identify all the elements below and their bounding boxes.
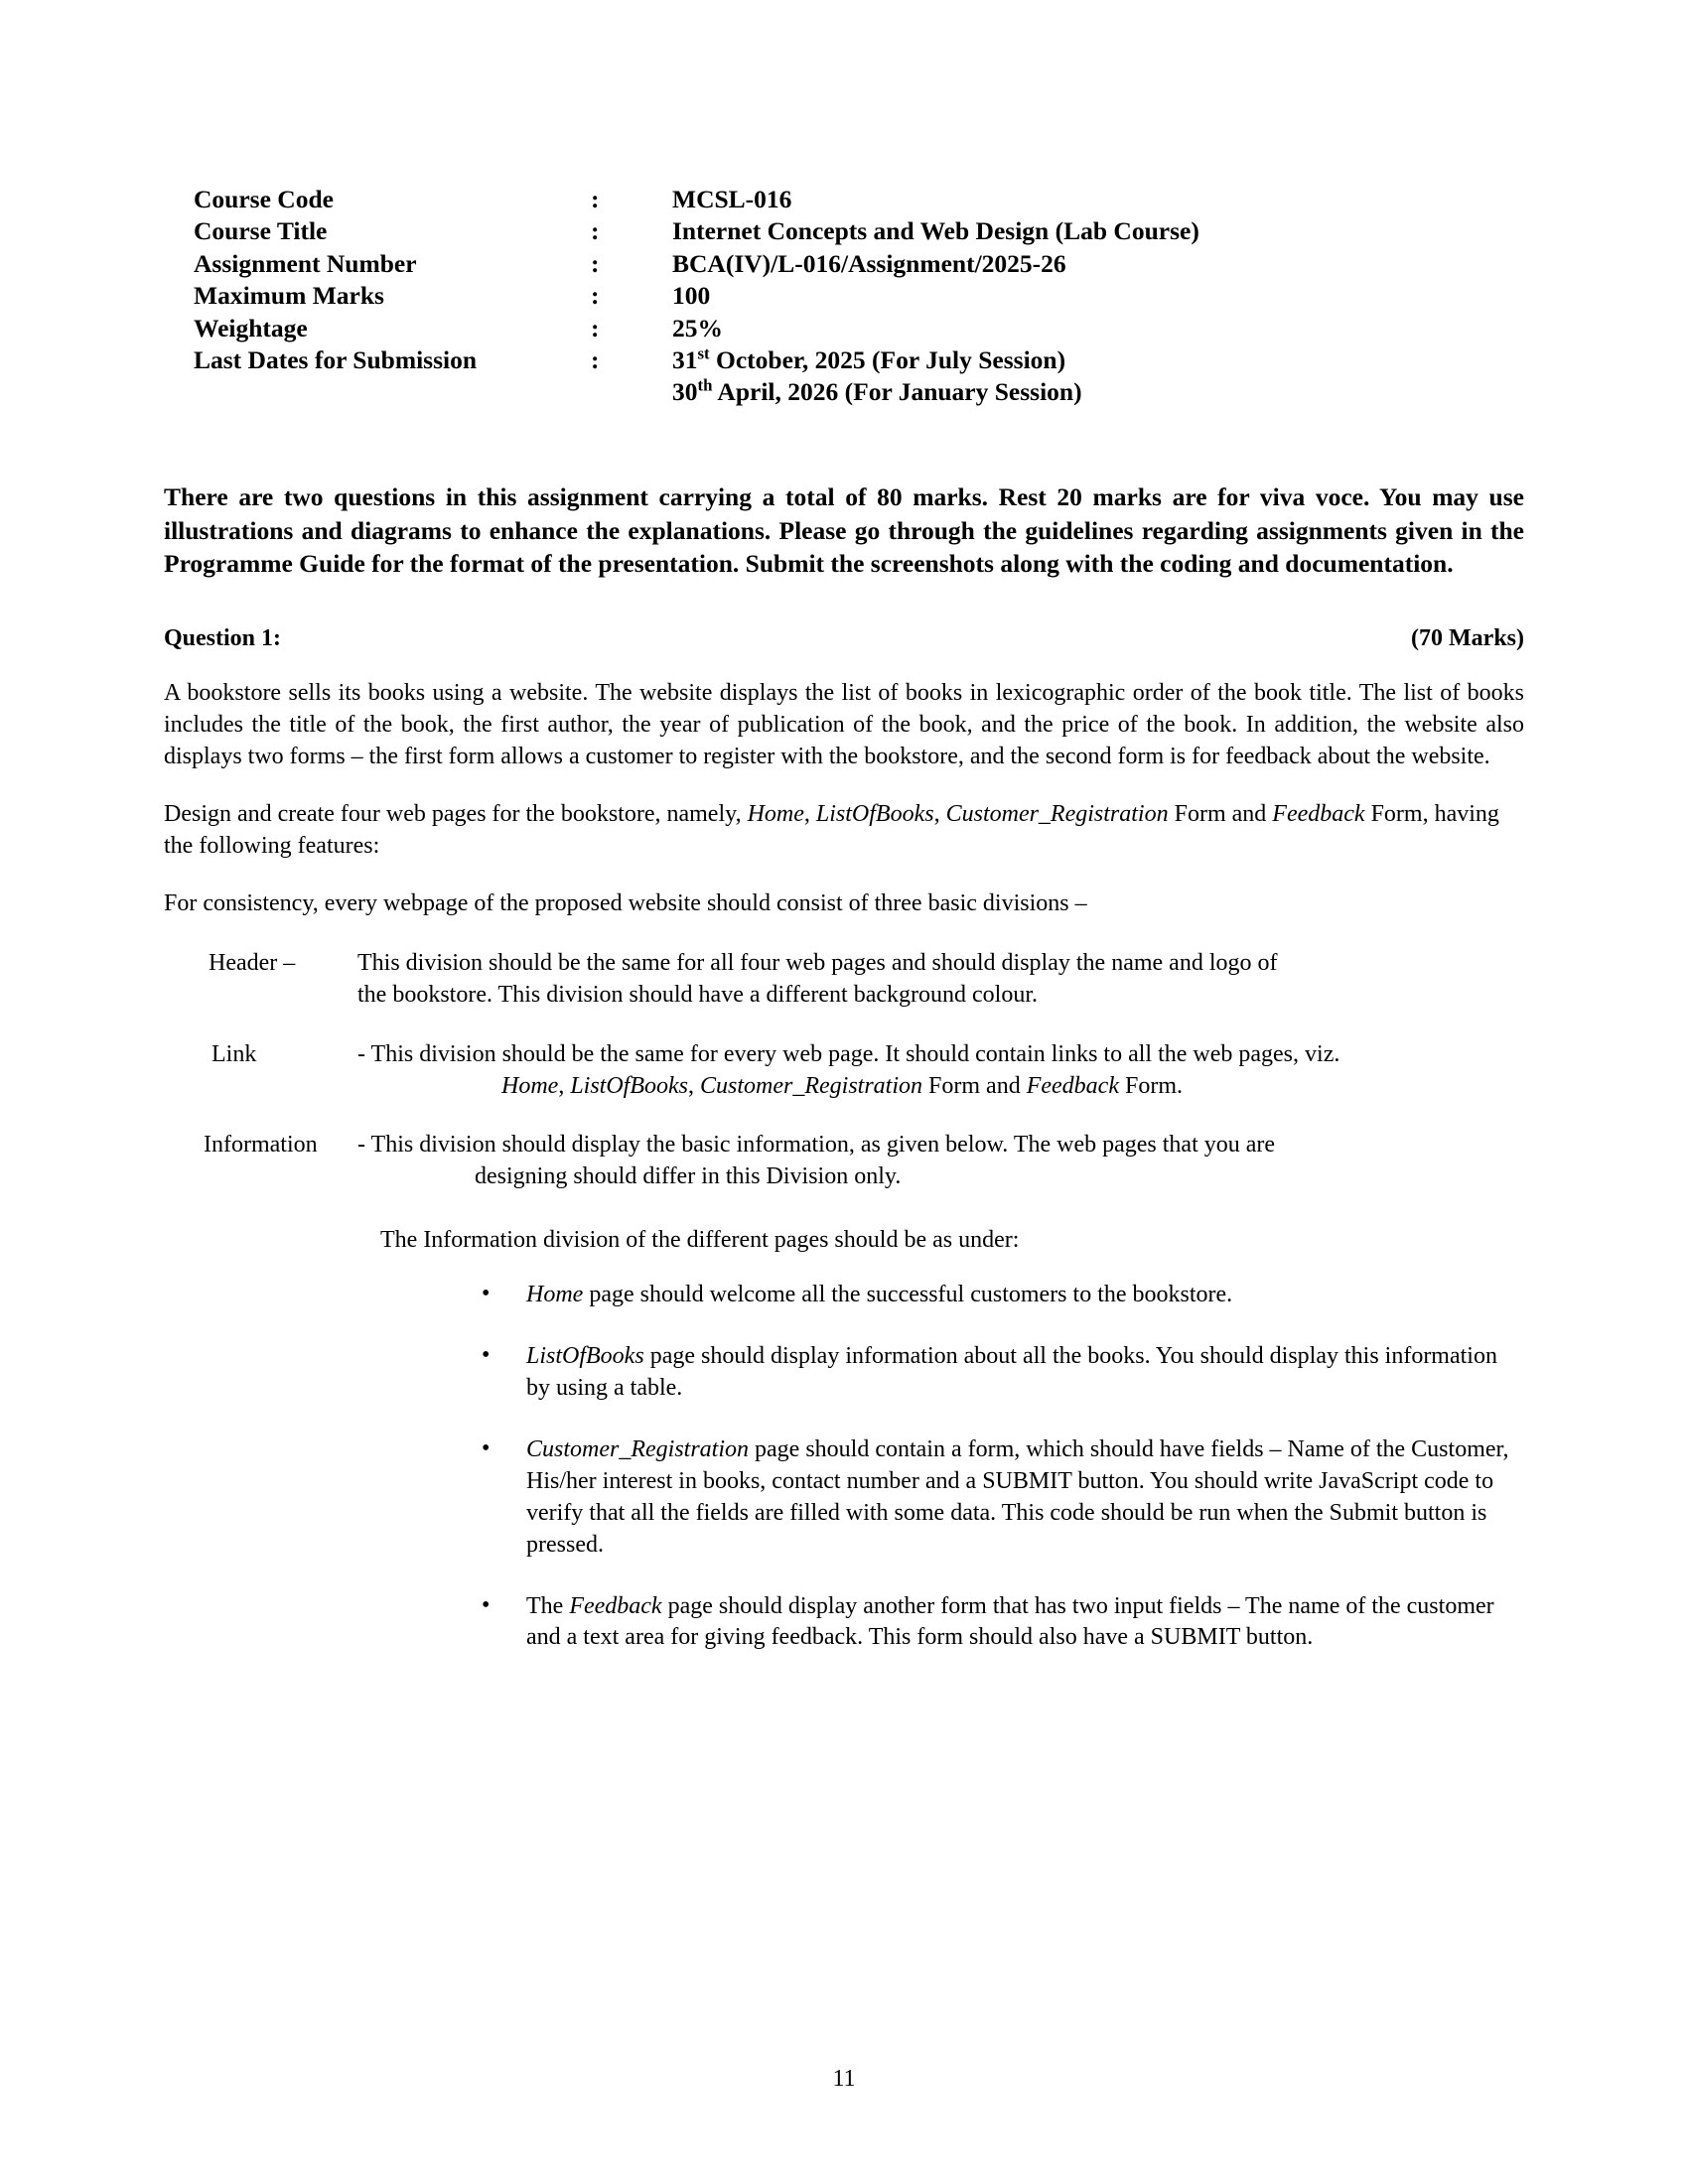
course-meta-block	[194, 184, 1524, 409]
meta-row	[194, 184, 1524, 215]
bullet-text-home: page should welcome all the successful customers to the bookstore.	[583, 1282, 1233, 1308]
link-page-feedback: Feedback	[1026, 1072, 1119, 1099]
question-header	[164, 625, 1524, 652]
p2-page-home: Home	[747, 801, 804, 828]
p2-text-1: Design and create four web pages for the bookstore, namely,	[164, 801, 748, 828]
question-paragraph-1: A bookstore sells its books using a website. The website displays the list of books in lexicographic order of the book title. The list of books includes the title of the book, the first author, the year of publication of the book, and the price of the book. In addition, the website also displays two forms – the first form allows a customer to register with the bookstore, and the second form is for feedback about the website.	[164, 680, 1524, 770]
meta-row	[194, 313, 1524, 344]
meta-label: Course Code	[194, 185, 334, 213]
information-division-subheading: The Information division of the different pages should be as under:	[380, 1227, 1020, 1254]
list-item	[164, 1341, 1524, 1405]
meta-label: Weightage	[194, 313, 308, 342]
p2-page-feedback: Feedback	[1272, 801, 1365, 828]
meta-value-maximum-marks: 100	[672, 281, 711, 311]
bullet-prefix-feedback: The	[526, 1592, 570, 1619]
list-item	[164, 1591, 1524, 1655]
division-link	[164, 1039, 1524, 1103]
bullet-text-feedback: page should display another form that has two input fields – The name of the customer and a text area for giving feedback. This form should also have a SUBMIT button.	[526, 1592, 1494, 1651]
meta-colon: :	[591, 248, 600, 278]
division-information	[164, 1130, 1524, 1193]
link-sep-2: ,	[688, 1072, 701, 1099]
date-rest: October, 2025 (For July Session)	[709, 344, 1066, 374]
link-page-home: Home	[501, 1072, 559, 1099]
p2-page-customer-registration: Customer_Registration	[945, 801, 1169, 828]
meta-colon: :	[591, 281, 600, 311]
link-page-customer-registration: Customer_Registration	[700, 1072, 923, 1099]
meta-value-submission-january	[672, 376, 1524, 408]
meta-row	[194, 376, 1524, 408]
date-number: 30	[672, 377, 698, 407]
meta-colon: :	[591, 216, 600, 246]
list-item	[164, 1434, 1524, 1562]
p2-text-4: Form and	[1168, 801, 1273, 828]
division-header-term: Header –	[209, 949, 296, 976]
meta-label: Course Title	[194, 216, 328, 246]
meta-value-course-title: Internet Concepts and Web Design (Lab Course)	[672, 216, 1199, 246]
meta-label: Assignment Number	[194, 248, 417, 278]
question-paragraph-2	[164, 799, 1524, 863]
date-ordinal-suffix: th	[697, 375, 713, 395]
meta-label: Maximum Marks	[194, 281, 384, 311]
meta-row	[194, 344, 1524, 376]
meta-colon: :	[591, 313, 600, 342]
question-paragraph-3: For consistency, every webpage of the proposed website should consist of three basic divisions –	[164, 889, 1087, 916]
p2-text-3: ,	[933, 801, 946, 828]
division-header	[164, 948, 1524, 1012]
p2-text-5: Form, having the following features:	[164, 801, 1499, 859]
meta-row	[194, 248, 1524, 280]
assignment-instructions: There are two questions in this assignment carrying a total of 80 marks. Rest 20 marks are for viva voce. You may use illustrations and diagrams to enhance the explanations. Please go through the guidelines regarding assignments given in the Programme Guide for the format of the presentation. Submit the screenshots along with the coding and documentation.	[164, 481, 1524, 579]
division-link-desc	[357, 1039, 1524, 1103]
bullet-page-listofbooks: ListOfBooks	[526, 1343, 644, 1370]
bullet-text-customer-registration: page should contain a form, which should have fields – Name of the Customer, His/her interest in books, contact number and a SUBMIT button. You should write JavaScript code to verify that all the fields are filled with some data. This code should be run when the Submit button is pressed.	[526, 1435, 1509, 1558]
meta-value-course-code: MCSL-016	[672, 185, 792, 213]
division-information-desc	[357, 1130, 1524, 1193]
meta-colon: :	[591, 185, 600, 213]
question-title: Question 1:	[164, 625, 282, 652]
meta-label: Last Dates for Submission	[194, 344, 478, 374]
link-sep-1: ,	[558, 1072, 571, 1099]
link-end-text: Form.	[1118, 1072, 1183, 1099]
bullet-page-home: Home	[526, 1282, 584, 1308]
date-rest: April, 2026 (For January Session)	[712, 377, 1082, 407]
bullet-page-customer-registration: Customer_Registration	[526, 1435, 750, 1462]
division-header-desc-line1: This division should be the same for all four web pages and should display the name and logo of	[357, 949, 1278, 976]
page-description-list	[164, 1280, 1524, 1654]
division-information-desc-line1: - This division should display the basic information, as given below. The web pages that you are	[357, 1132, 1276, 1159]
division-information-desc-line2: designing should differ in this Division only.	[475, 1163, 902, 1190]
meta-value-assignment-number: BCA(IV)/L-016/Assignment/2025-26	[672, 248, 1066, 278]
date-number: 31	[672, 344, 698, 374]
division-link-desc-line1: - This division should be the same for every web page. It should contain links to all the web pages, viz.	[357, 1040, 1340, 1067]
list-item	[164, 1280, 1524, 1311]
division-information-term: Information	[204, 1132, 318, 1159]
link-mid-text: Form and	[922, 1072, 1027, 1099]
meta-value-weightage: 25%	[672, 313, 723, 342]
bullet-text-listofbooks: page should display information about all the books. You should display this information by using a table.	[526, 1343, 1497, 1402]
division-link-term: Link	[211, 1040, 257, 1067]
meta-row	[194, 215, 1524, 247]
page-number: 11	[832, 2066, 856, 2092]
division-link-desc-line2	[357, 1071, 1524, 1103]
question-marks: (70 Marks)	[1411, 625, 1524, 652]
division-header-desc-line2: the bookstore. This division should have a different background colour.	[357, 981, 1038, 1008]
meta-row	[194, 280, 1524, 312]
bullet-page-feedback: Feedback	[569, 1592, 662, 1619]
p2-page-listofbooks: ListOfBooks	[815, 801, 934, 828]
meta-colon: :	[591, 344, 600, 374]
link-page-listofbooks: ListOfBooks	[570, 1072, 689, 1099]
p2-text-2: ,	[803, 801, 816, 828]
meta-value-submission-july	[672, 344, 1524, 376]
date-ordinal-suffix: st	[697, 343, 710, 363]
division-header-desc	[357, 948, 1524, 1012]
